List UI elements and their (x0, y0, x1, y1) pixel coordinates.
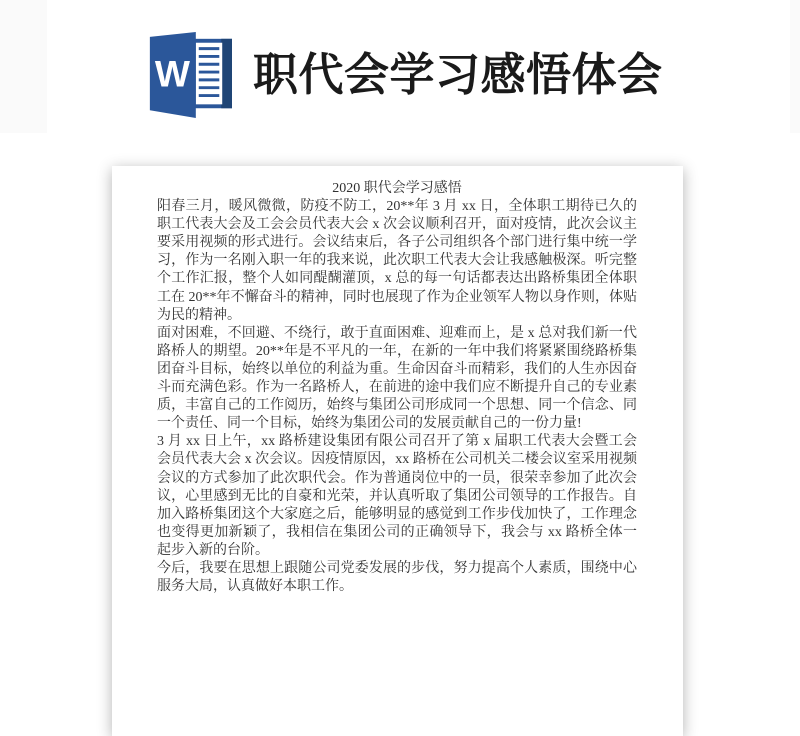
doc-title: 2020 职代会学习感悟 (332, 181, 462, 196)
top-left-background-tint (0, 0, 47, 133)
document-page (112, 166, 683, 736)
doc-paragraph-1: 阳春三月，暖风微微，防疫不防工，20**年 3 月 xx 日，全体职工期待已久的职工代表大会及工会会员代表大会 x 次会议顺利召开，面对疫情，此次会议主要采用视频的形式进行。会议结束后，各子公司组织各个部门进行集中统一学习，作为一名刚入职一年的我来说，此次职工代表大会让我感触极深。听完整个工作汇报，整个人如同醍醐灌顶，x 总的每一句话都表达出路桥集团全体职工在 20**年不懈奋斗的精神，同时也展现了作为企业领军人物以身作则，体贴为民的精神。 (157, 199, 637, 323)
top-right-background-tint (790, 0, 800, 133)
doc-paragraph-4: 今后，我要在思想上跟随公司党委发展的步伐，努力提高个人素质，围绕中心服务大局，认真做好本职工作。 (157, 560, 637, 595)
doc-paragraph-2: 面对困难，不回避、不绕行，敢于直面困难、迎难而上，是 x 总对我们新一代路桥人的期望。20**年是不平凡的一年，在新的一年中我们将紧紧围绕路桥集团奋斗目标，始终以单位的利益为重。生命因奋斗而精彩，我们的人生亦因奋斗而充满色彩。作为一名路桥人，在前进的途中我们应不断提升自己的专业素质，丰富自己的工作阅历，始终与集团公司形成同一个思想、同一个信念、同一个责任、同一个目标，始终为集团公司的发展贡献自己的一份力量! (157, 325, 637, 432)
page-title: 职代会学习感悟体会 (253, 49, 663, 100)
word-file-icon (143, 31, 233, 119)
svg-text:W: W (154, 52, 190, 95)
doc-paragraph-3: 3 月 xx 日上午，xx 路桥建设集团有限公司召开了第 x 届职工代表大会暨工会会员代表大会 x 次会议。因疫情原因，xx 路桥在公司机关二楼会议室采用视频会议的方式参加了此次职代会。作为普通岗位中的一员，很荣幸参加了此次会议，心里感到无比的自豪和光荣，并认真听取了集团公司领导的工作报告。自加入路桥集团这个大家庭之后，能够明显的感觉到工作步伐加快了，工作理念也变得更加新颖了，我相信在集团公司的正确领导下，我会与 xx 路桥全体一起步入新的台阶。 (157, 434, 637, 558)
document-preview-header (143, 31, 663, 119)
